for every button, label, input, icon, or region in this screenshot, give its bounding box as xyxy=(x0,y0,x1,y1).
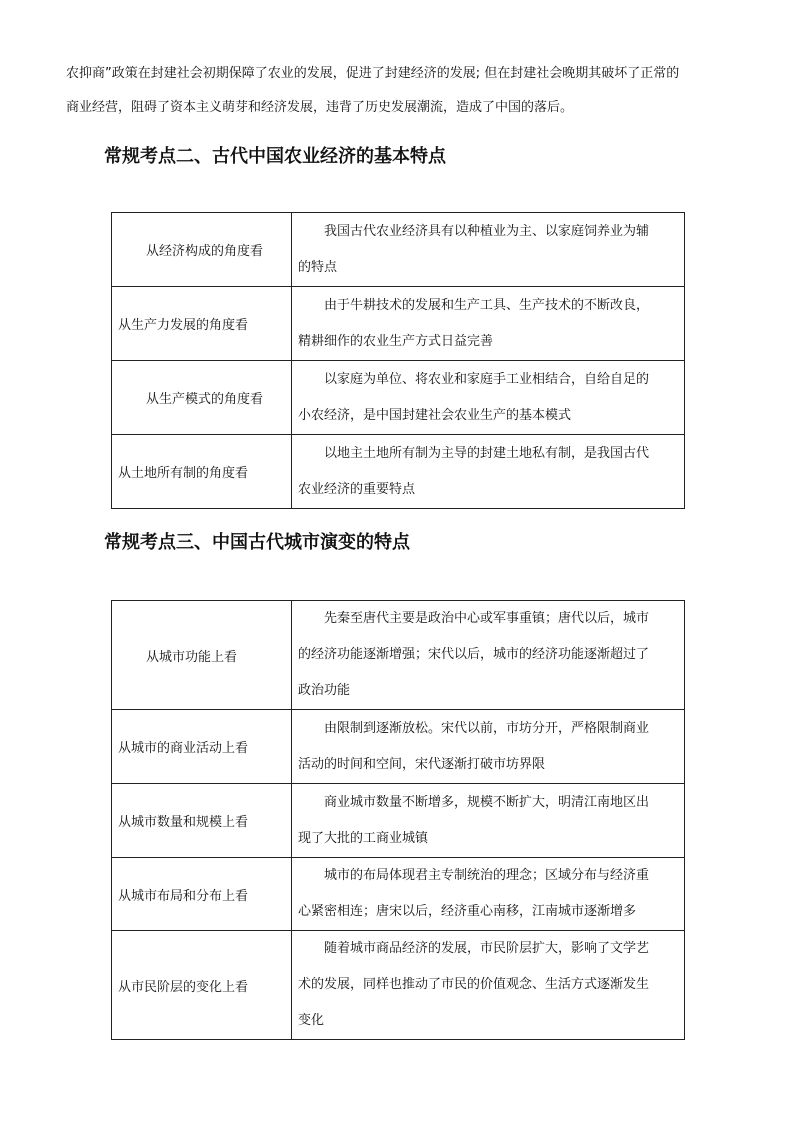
table-row-value: 城市的布局体现君主专制统治的理念；区域分布与经济重 心紧密相连；唐宋以后，经济重心南移，江南城市逐渐增多 xyxy=(292,858,685,931)
table-row xyxy=(112,287,685,361)
city-table xyxy=(111,600,685,1040)
table-row-key: 从生产力发展的角度看 xyxy=(112,287,292,361)
table-row-key: 从土地所有制的角度看 xyxy=(112,435,292,509)
table-row xyxy=(112,858,685,931)
table-row-value: 随着城市商品经济的发展，市民阶层扩大，影响了文学艺 术的发展，同样也推动了市民的价值观念、生活方式逐渐发生 变化 xyxy=(292,931,685,1040)
table-row-key: 从市民阶层的变化上看 xyxy=(112,931,292,1040)
table-row-value: 由限制到逐渐放松。宋代以前，市坊分开，严格限制商业 活动的时间和空间，宋代逐渐打破市坊界限 xyxy=(292,710,685,784)
table-row-value: 由于牛耕技术的发展和生产工具、生产技术的不断改良， 精耕细作的农业生产方式日益完善 xyxy=(292,287,685,361)
table-row-key: 从城市功能上看 xyxy=(112,601,292,710)
table-row-value: 以地主土地所有制为主导的封建土地私有制，是我国古代 农业经济的重要特点 xyxy=(292,435,685,509)
table-row-value: 先秦至唐代主要是政治中心或军事重镇；唐代以后，城市 的经济功能逐渐增强；宋代以后，城市的经济功能逐渐超过了 政治功能 xyxy=(292,601,685,710)
table-row xyxy=(112,361,685,435)
table-row-value: 我国古代农业经济具有以种植业为主、以家庭饲养业为辅 的特点 xyxy=(292,213,685,287)
table-row xyxy=(112,435,685,509)
agriculture-table xyxy=(111,212,685,509)
table-row-key: 从生产模式的角度看 xyxy=(112,361,292,435)
table-row xyxy=(112,931,685,1040)
table-row xyxy=(112,213,685,287)
table-row xyxy=(112,601,685,710)
table-row-value: 以家庭为单位、将农业和家庭手工业相结合，自给自足的 小农经济，是中国封建社会农业生产的基本模式 xyxy=(292,361,685,435)
table-row-key: 从经济构成的角度看 xyxy=(112,213,292,287)
intro-paragraph xyxy=(66,57,734,125)
table-row xyxy=(112,710,685,784)
table-row-key: 从城市的商业活动上看 xyxy=(112,710,292,784)
table-row-key: 从城市数量和规模上看 xyxy=(112,784,292,858)
table-row-key: 从城市布局和分布上看 xyxy=(112,858,292,931)
section3-heading: 常规考点三、中国古代城市演变的特点 xyxy=(104,532,410,553)
section2-heading: 常规考点二、古代中国农业经济的基本特点 xyxy=(104,146,446,167)
table-row xyxy=(112,784,685,858)
table-row-value: 商业城市数量不断增多，规模不断扩大，明清江南地区出 现了大批的工商业城镇 xyxy=(292,784,685,858)
intro-line-1: 农抑商”政策在封建社会初期保障了农业的发展，促进了封建经济的发展; 但在封建社会晚期其破坏了正常的 xyxy=(66,66,680,81)
intro-line-2: 商业经营，阻碍了资本主义萌芽和经济发展，违背了历史发展潮流，造成了中国的落后。 xyxy=(66,100,574,115)
